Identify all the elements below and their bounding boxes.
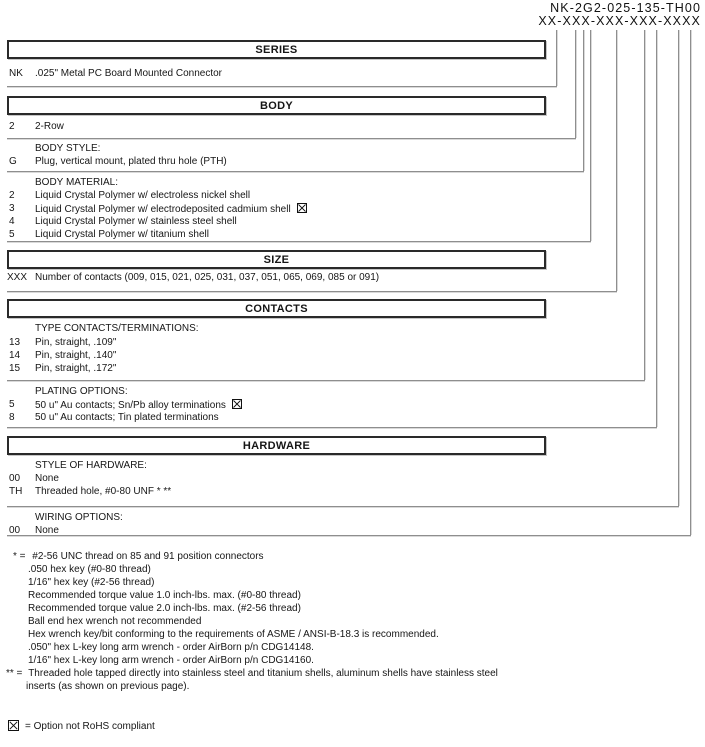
not-rohs-compliant-icon <box>232 399 242 409</box>
option-code: TH <box>9 486 23 497</box>
rohs-legend <box>8 720 155 733</box>
rohs-legend-text: = Option not RoHS compliant <box>25 721 155 732</box>
option-desc: 50 u" Au contacts; Sn/Pb alloy terminations <box>35 400 226 411</box>
option-row <box>0 525 620 538</box>
option-code: 00 <box>9 473 21 484</box>
option-code: 00 <box>9 525 21 536</box>
option-row <box>0 203 620 216</box>
divider-body-row <box>7 138 576 139</box>
leader-line-contact-type <box>644 30 645 380</box>
option-code: 15 <box>9 363 21 374</box>
option-row <box>0 486 620 499</box>
footnote-line: .050 hex key (#0-80 thread) <box>28 564 151 575</box>
footnote-line: Ball end hex wrench not recommended <box>28 616 202 627</box>
group-label-contact-type: TYPE CONTACTS/TERMINATIONS: <box>35 323 199 334</box>
option-desc: Pin, straight, .140" <box>35 350 117 361</box>
leader-line-body-style <box>583 30 584 171</box>
option-row <box>0 216 620 229</box>
option-row <box>0 399 620 412</box>
option-row <box>0 121 620 134</box>
footnote-line: Hex wrench key/bit conforming to the requirements of ASME / ANSI-B-18.3 is recommended. <box>28 629 439 640</box>
footnote-line <box>6 668 498 680</box>
part-number-block <box>538 2 701 28</box>
option-code: 2 <box>9 121 15 132</box>
group-label-wiring: WIRING OPTIONS: <box>35 512 123 523</box>
group-label-hardware-style: STYLE OF HARDWARE: <box>35 460 147 471</box>
group-label-body-material: BODY MATERIAL: <box>35 177 118 188</box>
option-code: G <box>9 156 17 167</box>
option-desc: Liquid Crystal Polymer w/ electroless nickel shell <box>35 190 251 201</box>
divider-contact-type <box>7 380 645 381</box>
footnote-line: 1/16" hex key (#2-56 thread) <box>28 577 155 588</box>
option-desc: 50 u" Au contacts; Tin plated terminations <box>35 412 219 423</box>
footnote-line: 1/16" hex L-key long arm wrench - order AirBorn p/n CDG14160. <box>28 655 314 666</box>
footnote-line: inserts (as shown on previous page). <box>26 681 190 692</box>
option-desc: Threaded hole, #0-80 UNF * ** <box>35 486 172 497</box>
not-rohs-compliant-icon <box>8 720 19 731</box>
option-row <box>0 68 620 81</box>
option-desc: .025" Metal PC Board Mounted Connector <box>35 68 222 79</box>
option-desc: Plug, vertical mount, plated thru hole (PTH) <box>35 156 227 167</box>
footnote-line: Recommended torque value 2.0 inch-lbs. max. (#2-56 thread) <box>28 603 301 614</box>
option-desc: None <box>35 525 59 536</box>
part-number-mask: XX-XXX-XXX-XXX-XXXX <box>538 14 701 28</box>
option-row <box>0 272 620 285</box>
option-row <box>0 190 620 203</box>
leader-line-wiring <box>690 30 691 535</box>
option-desc: Liquid Crystal Polymer w/ titanium shell <box>35 229 209 240</box>
option-code: 13 <box>9 337 21 348</box>
option-row <box>0 473 620 486</box>
option-code: 3 <box>9 203 15 214</box>
divider-body-style <box>7 171 584 172</box>
option-code: 4 <box>9 216 15 227</box>
divider-hardware <box>7 506 679 507</box>
divider-size <box>7 291 617 292</box>
footnote-text: Threaded hole tapped directly into stainless steel and titanium shells, aluminum shells have stainless steel <box>28 668 498 679</box>
footnote-line: Recommended torque value 1.0 inch-lbs. max. (#0-80 thread) <box>28 590 301 601</box>
option-code: 2 <box>9 190 15 201</box>
section-header-hardware <box>7 436 546 455</box>
leader-line-plating <box>656 30 657 427</box>
option-row <box>0 350 620 363</box>
footnote-marker: * = <box>13 551 26 562</box>
option-code: 8 <box>9 412 15 423</box>
footnote-marker: ** = <box>6 668 23 679</box>
section-title: SIZE <box>263 253 290 266</box>
option-row <box>0 412 620 425</box>
option-desc: Liquid Crystal Polymer w/ electrodeposited cadmium shell <box>35 204 291 215</box>
option-code: 5 <box>9 229 15 240</box>
option-row <box>0 229 620 242</box>
not-rohs-compliant-icon <box>297 203 307 213</box>
part-number-example: NK-2G2-025-135-TH00 <box>550 1 701 15</box>
section-header-series <box>7 40 546 59</box>
option-row <box>0 156 620 169</box>
option-desc: Pin, straight, .172" <box>35 363 117 374</box>
section-title: HARDWARE <box>242 439 311 452</box>
option-desc: Pin, straight, .109" <box>35 337 117 348</box>
option-code: XXX <box>7 272 28 283</box>
option-code: 5 <box>9 399 15 410</box>
footnote-line: .050" hex L-key long arm wrench - order AirBorn p/n CDG14148. <box>28 642 314 653</box>
footnote-text: #2-56 UNC thread on 85 and 91 position connectors <box>32 551 264 562</box>
footnote-line <box>13 551 264 563</box>
section-header-contacts <box>7 299 546 318</box>
option-desc: Liquid Crystal Polymer w/ stainless steel shell <box>35 216 237 227</box>
section-title: CONTACTS <box>245 302 308 315</box>
option-row <box>0 363 620 376</box>
divider-series <box>7 86 557 87</box>
option-desc: None <box>35 473 59 484</box>
option-code: 14 <box>9 350 21 361</box>
section-header-body <box>7 96 546 115</box>
section-title: BODY <box>260 99 293 112</box>
group-label-plating: PLATING OPTIONS: <box>35 386 128 397</box>
group-label-body-style: BODY STYLE: <box>35 143 101 154</box>
option-code: NK <box>9 68 23 79</box>
leader-line-hardware <box>678 30 679 506</box>
option-desc: Number of contacts (009, 015, 021, 025, 031, 037, 051, 065, 069, 085 or 091) <box>35 272 380 283</box>
option-desc: 2-Row <box>35 121 64 132</box>
section-title: SERIES <box>255 43 298 56</box>
divider-plating <box>7 427 657 428</box>
option-row <box>0 337 620 350</box>
section-header-size <box>7 250 546 269</box>
